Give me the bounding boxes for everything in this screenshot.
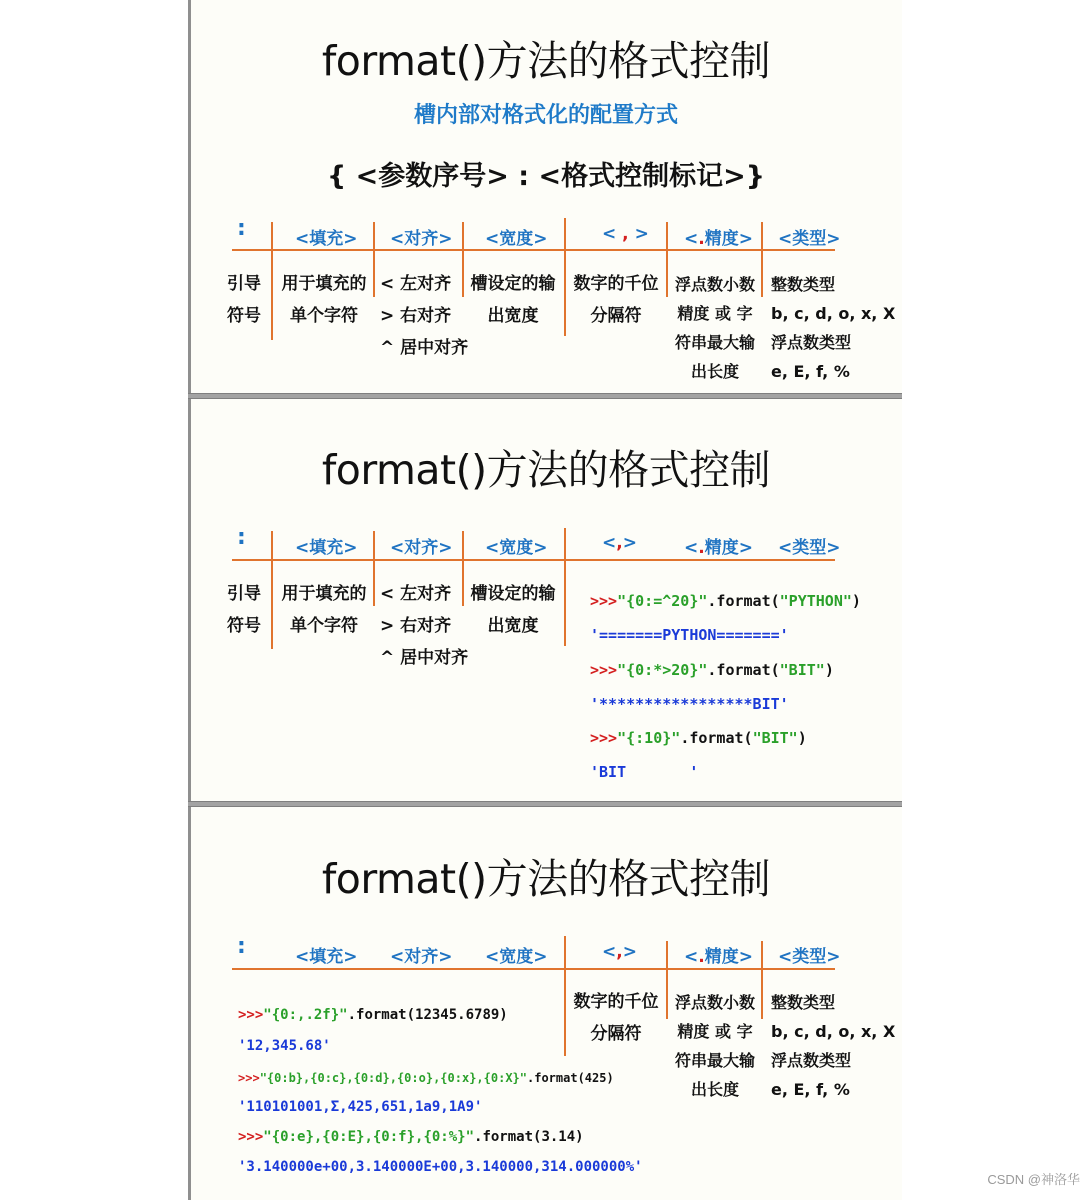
header-precision [684,942,753,967]
header-precision-rest: 精度> [704,947,753,967]
cell-text: 整数类型 [771,993,836,1012]
header-width: <宽度> [485,538,548,558]
cell-text: e, E, f, % [771,362,850,381]
cell-text: e, E, f, % [771,1080,850,1099]
code-arg: "BIT" [752,729,798,747]
header-underline [232,559,835,561]
cell-width [467,580,559,641]
header-width: <宽度> [485,229,548,249]
cell-text: ^ 居中对齐 [380,338,469,358]
header-precision-open: < [684,229,699,249]
slide-title: format()方法的格式控制 [321,37,771,85]
cell-fill [278,580,370,641]
header-comma [602,942,637,962]
cell-text: 单个字符 [290,306,358,326]
code-example-output: '12,345.68' [238,1038,331,1054]
header-comma-close: > [634,224,649,244]
code-prompt: >>> [590,661,618,679]
header-comma-mark: , [616,533,623,553]
cell-text: 槽设定的输 [470,584,556,604]
slide-panel-2 [0,400,1090,801]
cell-lead [227,580,261,641]
cell-text: 精度 或 字 [677,1022,753,1041]
cell-text: 出长度 [690,1080,739,1099]
cell-text: ^ 居中对齐 [380,648,469,668]
header-precision-open: < [684,538,699,558]
code-example-input [590,592,861,610]
code-format-string: "{0:b},{0:c},{0:d},{0:o},{0:x},{0:X}" [259,1071,527,1085]
cell-text: b, c, d, o, x, X [771,304,896,323]
code-example-input [238,1071,614,1085]
cell-align [380,580,468,673]
code-call: .format( [680,729,753,747]
code-example-output: '110101001,Ʃ,425,651,1a9,1A9' [238,1099,483,1115]
cell-text: 精度 或 字 [677,304,753,323]
slide-title: format()方法的格式控制 [321,446,771,494]
slide-panel-1 [0,0,1090,393]
code-call: .format(3.14) [474,1129,584,1145]
column-divider [564,218,566,336]
cell-comma [569,988,663,1049]
code-format-string: "{0:e},{0:E},{0:f},{0:%}" [263,1129,475,1145]
code-close: ) [824,661,834,679]
syntax-line: { <参数序号> : <格式控制标记>} [327,161,765,192]
header-align: <对齐> [390,947,453,967]
cell-text: 符号 [227,306,261,326]
code-example-input [590,661,834,679]
header-precision [684,224,753,249]
header-precision-dot: . [698,229,705,249]
cell-text: < 左对齐 [380,274,452,294]
column-divider [373,531,375,606]
header-precision-rest: 精度> [704,229,753,249]
header-underline [232,249,835,251]
code-call: .format( [707,661,780,679]
code-arg: "PYTHON" [779,592,852,610]
cell-text: 分隔符 [590,1024,642,1044]
header-colon: : [237,525,246,550]
cell-text: > 右对齐 [380,306,452,326]
cell-text: 符串最大输 [674,1051,755,1070]
code-example-output: '*****************BIT' [590,695,789,713]
cell-comma [569,270,663,331]
header-comma-mark: , [616,942,623,962]
header-precision-dot: . [698,947,705,967]
column-divider [761,941,763,1019]
cell-text: 数字的千位 [573,274,659,294]
header-comma-open: < [602,533,617,553]
cell-text: 符号 [227,616,261,636]
cell-precision [670,988,760,1104]
code-prompt: >>> [238,1007,264,1023]
column-divider [666,941,668,1019]
header-align: <对齐> [390,538,453,558]
code-example-input [590,729,807,747]
code-example-output: '3.140000e+00,3.140000E+00,3.140000,314.000000%' [238,1159,643,1175]
code-call: .format(425) [527,1071,614,1085]
cell-text: 分隔符 [590,306,642,326]
column-divider [564,528,566,646]
column-divider [271,222,273,340]
column-divider [564,936,566,1056]
header-type: <类型> [778,229,841,249]
header-comma [602,224,649,244]
slide-separator [188,801,902,807]
code-format-string: "{:10}" [617,729,681,747]
cell-text: 数字的千位 [573,992,659,1012]
cell-text: 浮点数小数 [674,993,755,1012]
cell-text: 引导 [227,584,261,604]
code-close: ) [797,729,807,747]
cell-text: 引导 [227,274,261,294]
code-prompt: >>> [238,1071,260,1085]
header-type: <类型> [778,947,841,967]
column-divider [761,222,763,297]
header-colon: : [237,934,246,959]
slide-panel-3 [0,808,1090,1200]
code-close: ) [851,592,861,610]
cell-text: 整数类型 [771,275,836,294]
cell-text: 出宽度 [487,616,539,636]
header-precision-rest: 精度> [704,538,753,558]
code-format-string: "{0:*>20}" [617,661,708,679]
header-fill: <填充> [295,538,358,558]
header-fill: <填充> [295,947,358,967]
header-type: <类型> [778,538,841,558]
cell-text: 用于填充的 [281,584,367,604]
header-precision-open: < [684,947,699,967]
header-underline [232,968,835,970]
header-comma-close: > [622,942,637,962]
cell-type [771,270,895,386]
cell-fill [278,270,370,331]
cell-precision [670,270,760,386]
header-comma-close: > [622,533,637,553]
code-example-output: '=======PYTHON=======' [590,626,789,644]
code-example-input [238,1129,584,1145]
cell-text: 出宽度 [487,306,539,326]
header-fill: <填充> [295,229,358,249]
code-prompt: >>> [590,729,618,747]
credit-watermark: CSDN @神洛华 [987,1172,1080,1187]
column-divider [271,531,273,649]
column-divider [666,222,668,297]
code-format-string: "{0:=^20}" [617,592,708,610]
cell-text: 浮点数类型 [771,1051,852,1070]
code-format-string: "{0:,.2f}" [263,1007,348,1023]
code-call: .format( [707,592,780,610]
code-prompt: >>> [238,1129,264,1145]
code-example-output: 'BIT ' [590,763,699,781]
header-width: <宽度> [485,947,548,967]
slide-separator [188,393,902,399]
header-align: <对齐> [390,229,453,249]
cell-text: > 右对齐 [380,616,452,636]
code-prompt: >>> [590,592,618,610]
cell-text: 用于填充的 [281,274,367,294]
header-precision-dot: . [698,538,705,558]
cell-align [380,270,468,363]
cell-lead [227,270,261,331]
code-example-input [238,1007,508,1023]
slide-title: format()方法的格式控制 [321,855,771,903]
cell-text: b, c, d, o, x, X [771,1022,896,1041]
code-call: .format(12345.6789) [347,1007,508,1023]
cell-width [467,270,559,331]
header-colon: : [237,216,246,241]
header-comma-open: < [602,224,617,244]
cell-text: 单个字符 [290,616,358,636]
header-precision [684,533,753,558]
column-divider [373,222,375,297]
header-comma [602,533,637,553]
header-comma-mark: , [622,224,629,244]
code-arg: "BIT" [779,661,825,679]
cell-text: 浮点数类型 [771,333,852,352]
cell-type [771,988,895,1104]
header-comma-open: < [602,942,617,962]
cell-text: 符串最大输 [674,333,755,352]
cell-text: < 左对齐 [380,584,452,604]
cell-text: 槽设定的输 [470,274,556,294]
slide-subtitle: 槽内部对格式化的配置方式 [413,103,678,128]
cell-text: 出长度 [690,362,739,381]
cell-text: 浮点数小数 [674,275,755,294]
